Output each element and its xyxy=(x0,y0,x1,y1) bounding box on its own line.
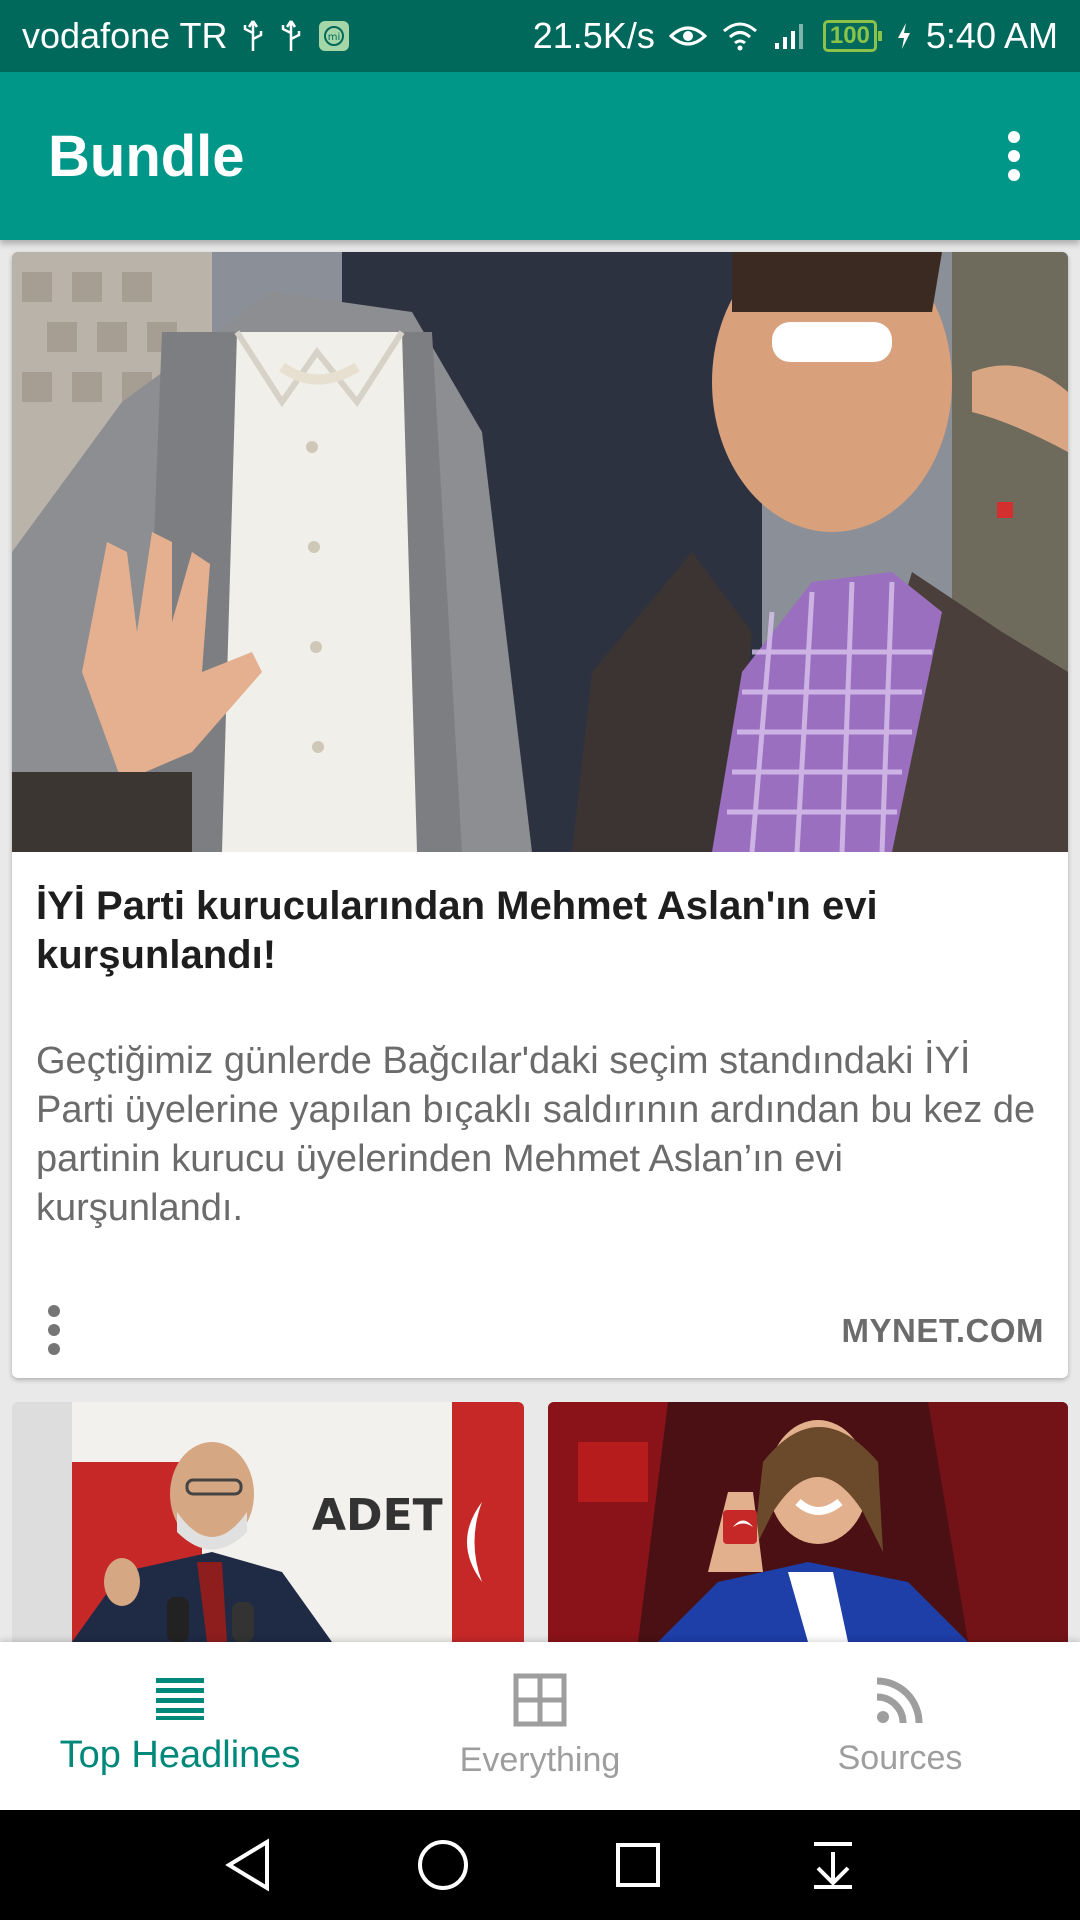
usb-icon xyxy=(279,19,303,53)
overflow-menu-button[interactable] xyxy=(974,116,1054,196)
article-card-thumbnail[interactable] xyxy=(548,1402,1068,1642)
system-navigation-bar xyxy=(0,1810,1080,1920)
charging-icon xyxy=(896,21,912,51)
article-description: Geçtiğimiz günlerde Bağcılar'daki seçim standındaki İYİ Parti üyelerine yapılan bıçaklı saldırının ardından bu kez de partinin kurucu üyelerinden Mehmet Aslan’ın evi kurşunlandı. xyxy=(36,1040,1036,1229)
nav-label: Everything xyxy=(459,1740,621,1779)
article-image xyxy=(548,1402,1068,1642)
signal-icon xyxy=(773,21,809,51)
nav-label: Sources xyxy=(837,1738,963,1777)
nav-sources[interactable] xyxy=(720,1642,1080,1810)
article-card-thumbnail[interactable] xyxy=(12,1402,524,1642)
status-bar xyxy=(0,0,1080,72)
article-source[interactable]: MYNET.COM xyxy=(841,1312,1044,1349)
wifi-icon xyxy=(721,21,759,51)
more-vert-icon xyxy=(1004,130,1024,182)
app-bar xyxy=(0,72,1080,240)
article-card[interactable] xyxy=(12,252,1068,1378)
rss-icon xyxy=(875,1675,925,1725)
recents-icon xyxy=(614,1841,662,1889)
battery-level: 100 xyxy=(823,20,877,52)
app-title: Bundle xyxy=(48,123,245,189)
nav-label: Top Headlines xyxy=(59,1733,301,1776)
article-image xyxy=(12,1402,524,1642)
home-button[interactable] xyxy=(403,1825,483,1905)
eye-icon xyxy=(669,22,707,50)
article-image xyxy=(12,252,1068,852)
home-icon xyxy=(416,1838,470,1892)
article-menu-button[interactable] xyxy=(24,1300,84,1360)
network-speed: 21.5K/s xyxy=(532,15,655,56)
notifications-pull-button[interactable] xyxy=(793,1825,873,1905)
list-icon xyxy=(154,1676,206,1720)
more-vert-icon xyxy=(46,1304,62,1356)
nav-top-headlines[interactable] xyxy=(0,1642,360,1810)
article-headline[interactable]: İYİ Parti kurucularından Mehmet Aslan'ın evi kurşunlandı! xyxy=(36,884,878,977)
mi-icon xyxy=(317,19,351,53)
sign-text: ADET xyxy=(312,1490,443,1541)
svg-text:mi: mi xyxy=(328,32,341,43)
nav-everything[interactable] xyxy=(360,1642,720,1810)
carrier-label: vodafone TR xyxy=(22,15,228,56)
recents-button[interactable] xyxy=(598,1825,678,1905)
notifications-pull-icon xyxy=(810,1840,856,1890)
back-button[interactable] xyxy=(208,1825,288,1905)
battery-icon xyxy=(823,20,882,52)
grid-icon xyxy=(513,1673,567,1727)
usb-icon xyxy=(241,19,265,53)
back-icon xyxy=(223,1838,273,1892)
bottom-navigation xyxy=(0,1642,1080,1810)
clock: 5:40 AM xyxy=(925,15,1058,56)
